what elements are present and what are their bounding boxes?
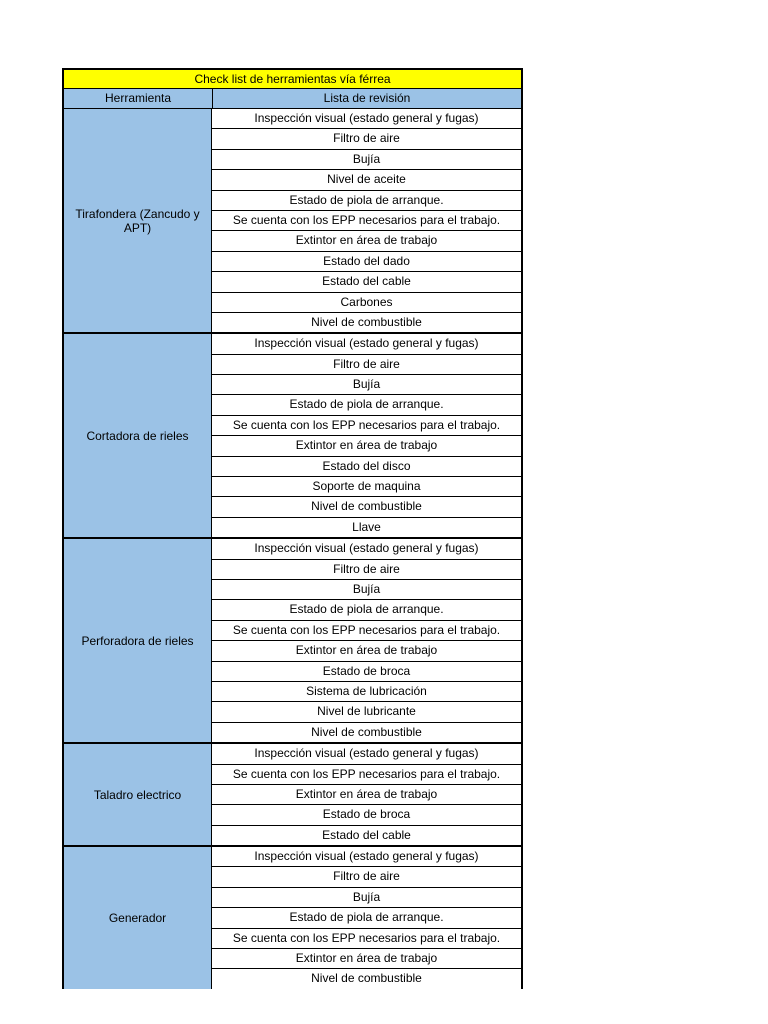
checklist-item: Estado de piola de arranque.	[212, 600, 521, 620]
header-tool: Herramienta	[64, 89, 213, 108]
checklist-item: Extintor en área de trabajo	[212, 785, 521, 805]
checklist-items	[212, 744, 521, 845]
checklist-item: Filtro de aire	[212, 867, 521, 887]
checklist-item: Estado de piola de arranque.	[212, 191, 521, 211]
checklist-item: Filtro de aire	[212, 560, 521, 580]
checklist-item: Bujía	[212, 580, 521, 600]
header-checklist: Lista de revisión	[323, 91, 411, 105]
checklist-items	[212, 847, 521, 989]
checklist-item: Se cuenta con los EPP necesarios para el trabajo.	[212, 621, 521, 641]
checklist-item: Estado del disco	[212, 457, 521, 477]
checklist-item: Filtro de aire	[212, 129, 521, 149]
tool-group	[64, 847, 521, 989]
tool-name-cell: Tirafondera (Zancudo y APT)	[64, 109, 212, 332]
checklist-item: Se cuenta con los EPP necesarios para el trabajo.	[212, 416, 521, 436]
table-title: Check list de herramientas vía férrea	[64, 70, 521, 89]
checklist-item: Soporte de maquina	[212, 477, 521, 497]
checklist-item: Extintor en área de trabajo	[212, 231, 521, 251]
checklist-item: Nivel de combustible	[311, 314, 422, 329]
checklist-table	[62, 68, 523, 989]
checklist-item: Inspección visual (estado general y fugas)	[212, 847, 521, 867]
tool-name-cell: Taladro electrico	[64, 744, 212, 845]
checklist-item: Llave	[352, 519, 381, 534]
header-row	[64, 89, 521, 109]
checklist-item: Extintor en área de trabajo	[212, 949, 521, 969]
checklist-item: Nivel de combustible	[311, 724, 422, 739]
checklist-item: Nivel de combustible	[212, 497, 521, 517]
tool-name-cell: Cortadora de rieles	[64, 334, 212, 537]
checklist-item: Inspección visual (estado general y fugas)	[212, 334, 521, 354]
checklist-item: Estado de broca	[212, 662, 521, 682]
checklist-item: Estado del cable	[212, 272, 521, 292]
checklist-items	[212, 109, 521, 332]
checklist-item: Carbones	[212, 293, 521, 313]
checklist-item: Se cuenta con los EPP necesarios para el trabajo.	[212, 929, 521, 949]
checklist-item: Se cuenta con los EPP necesarios para el trabajo.	[212, 765, 521, 785]
checklist-item: Sistema de lubricación	[212, 682, 521, 702]
checklist-item: Estado del cable	[322, 827, 411, 842]
checklist-item: Filtro de aire	[212, 355, 521, 375]
tool-group	[64, 539, 521, 744]
checklist-items	[212, 334, 521, 537]
checklist-item: Extintor en área de trabajo	[212, 641, 521, 661]
checklist-item: Nivel de aceite	[212, 170, 521, 190]
checklist-item: Inspección visual (estado general y fugas)	[212, 539, 521, 559]
tool-group	[64, 109, 521, 334]
checklist-item: Estado del dado	[212, 252, 521, 272]
tool-group	[64, 334, 521, 539]
checklist-item: Se cuenta con los EPP necesarios para el trabajo.	[212, 211, 521, 231]
tool-name-cell: Perforadora de rieles	[64, 539, 212, 742]
checklist-item: Inspección visual (estado general y fugas)	[212, 109, 521, 129]
checklist-item: Bujía	[212, 375, 521, 395]
tool-group	[64, 744, 521, 847]
checklist-item: Bujía	[212, 888, 521, 908]
checklist-item: Bujía	[212, 150, 521, 170]
checklist-item: Nivel de lubricante	[212, 702, 521, 722]
checklist-item: Inspección visual (estado general y fugas)	[212, 744, 521, 764]
checklist-item: Nivel de combustible	[311, 971, 422, 986]
checklist-item: Extintor en área de trabajo	[212, 436, 521, 456]
checklist-item: Estado de piola de arranque.	[212, 395, 521, 415]
tool-name-cell: Generador	[64, 847, 212, 989]
checklist-item: Estado de broca	[212, 805, 521, 825]
checklist-items	[212, 539, 521, 742]
tool-groups	[64, 109, 521, 989]
checklist-item: Estado de piola de arranque.	[212, 908, 521, 928]
